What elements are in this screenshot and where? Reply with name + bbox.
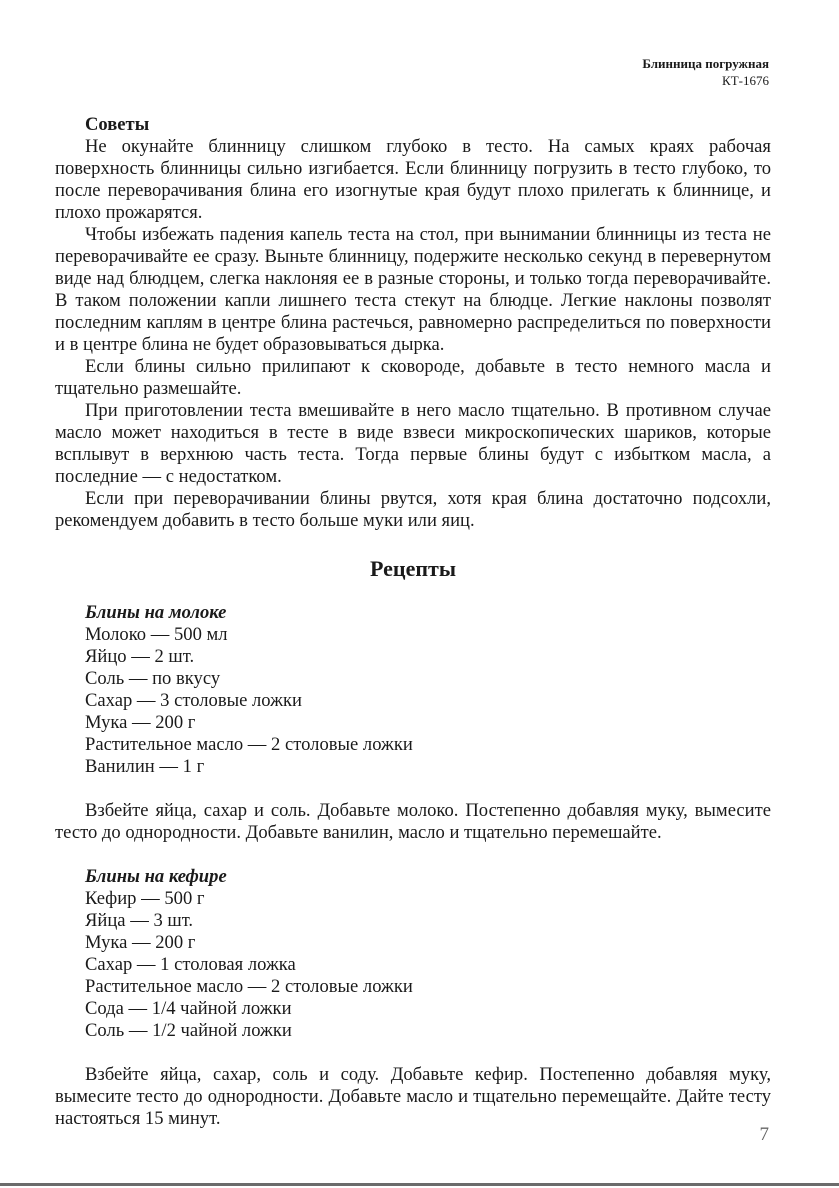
ingredient-item: Сахар — 1 столовая ложка — [85, 954, 296, 975]
product-title: Блинница погружная — [642, 56, 769, 71]
ingredient-item: Яйцо — 2 шт. — [85, 646, 195, 667]
page-header — [642, 55, 769, 89]
spacer — [55, 778, 771, 800]
tips-paragraph: Если при переворачивании блины рвутся, хотя края блина достаточно подсохли, рекомендуем добавить в тесто больше муки или яиц. — [55, 488, 771, 531]
tips-paragraph: При приготовлении теста вмешивайте в него масло тщательно. В противном случае масло может находиться в тесте в виде взвеси микроскопических шариков, которые всплывут в верхнюю часть теста. Тогда первые блины будут с избытком масла, а последние — с недостатком. — [55, 400, 771, 487]
ingredient-item: Молоко — 500 мл — [85, 624, 228, 645]
ingredient-item: Кефир — 500 г — [85, 888, 205, 909]
ingredient-list — [55, 624, 771, 778]
tips-heading: Советы — [85, 114, 150, 135]
recipe-title: Блины на кефире — [85, 866, 227, 887]
recipes-heading: Рецепты — [369, 556, 456, 581]
tips-paragraph: Чтобы избежать падения капель теста на стол, при вынимании блинницы из теста не переворачивайте ее сразу. Выньте блинницу, подержите несколько секунд в перевернутом виде над блюдцем, слегка наклоняя ее в разные стороны, и только тогда переворачивайте. В таком положении капли лишнего теста стекут на блюдце. Легкие наклоны позволят последним каплям в центре блина растечься, равномерно распределиться по поверхности и в центре блина не будет образовываться дырка. — [55, 224, 771, 355]
ingredient-item: Соль — по вкусу — [85, 668, 221, 689]
recipe-title: Блины на молоке — [85, 602, 227, 623]
ingredient-item: Яйца — 3 шт. — [85, 910, 194, 931]
product-model: КТ-1676 — [722, 73, 769, 88]
ingredient-item: Ванилин — 1 г — [85, 756, 205, 777]
recipe-kefir — [55, 866, 771, 1130]
recipe-instructions: Взбейте яйца, сахар, соль и соду. Добавьте кефир. Постепенно добавляя муку, вымесите тесто до однородности. Добавьте масло и тщательно перемещайте. Дайте тесту настояться 15 минут. — [55, 1064, 771, 1129]
ingredient-item: Мука — 200 г — [85, 932, 196, 953]
ingredient-list — [55, 888, 771, 1042]
spacer — [55, 844, 771, 866]
ingredient-item: Мука — 200 г — [85, 712, 196, 733]
ingredient-item: Сода — 1/4 чайной ложки — [85, 998, 292, 1019]
page-number: 7 — [759, 1124, 769, 1145]
spacer — [55, 1042, 771, 1064]
bottom-rule — [0, 1183, 839, 1186]
ingredient-item: Растительное масло — 2 столовые ложки — [85, 734, 413, 755]
tips-paragraph: Если блины сильно прилипают к сковороде, добавьте в тесто немного масла и тщательно размешайте. — [55, 356, 771, 399]
ingredient-item: Сахар — 3 столовые ложки — [85, 690, 302, 711]
tips-paragraph: Не окунайте блинницу слишком глубоко в тесто. На самых краях рабочая поверхность блинницы сильно изгибается. Если блинницу погрузить в тесто глубоко, то после переворачивания блина его изогнутые края будут плохо прилегать к блиннице, и плохо прожарятся. — [55, 136, 771, 223]
recipe-milk — [55, 602, 771, 844]
ingredient-item: Растительное масло — 2 столовые ложки — [85, 976, 413, 997]
ingredient-item: Соль — 1/2 чайной ложки — [85, 1020, 292, 1041]
recipe-instructions: Взбейте яйца, сахар и соль. Добавьте молоко. Постепенно добавляя муку, вымесите тесто до однородности. Добавьте ванилин, масло и тщательно перемешайте. — [55, 800, 771, 843]
page-content — [55, 114, 771, 1130]
